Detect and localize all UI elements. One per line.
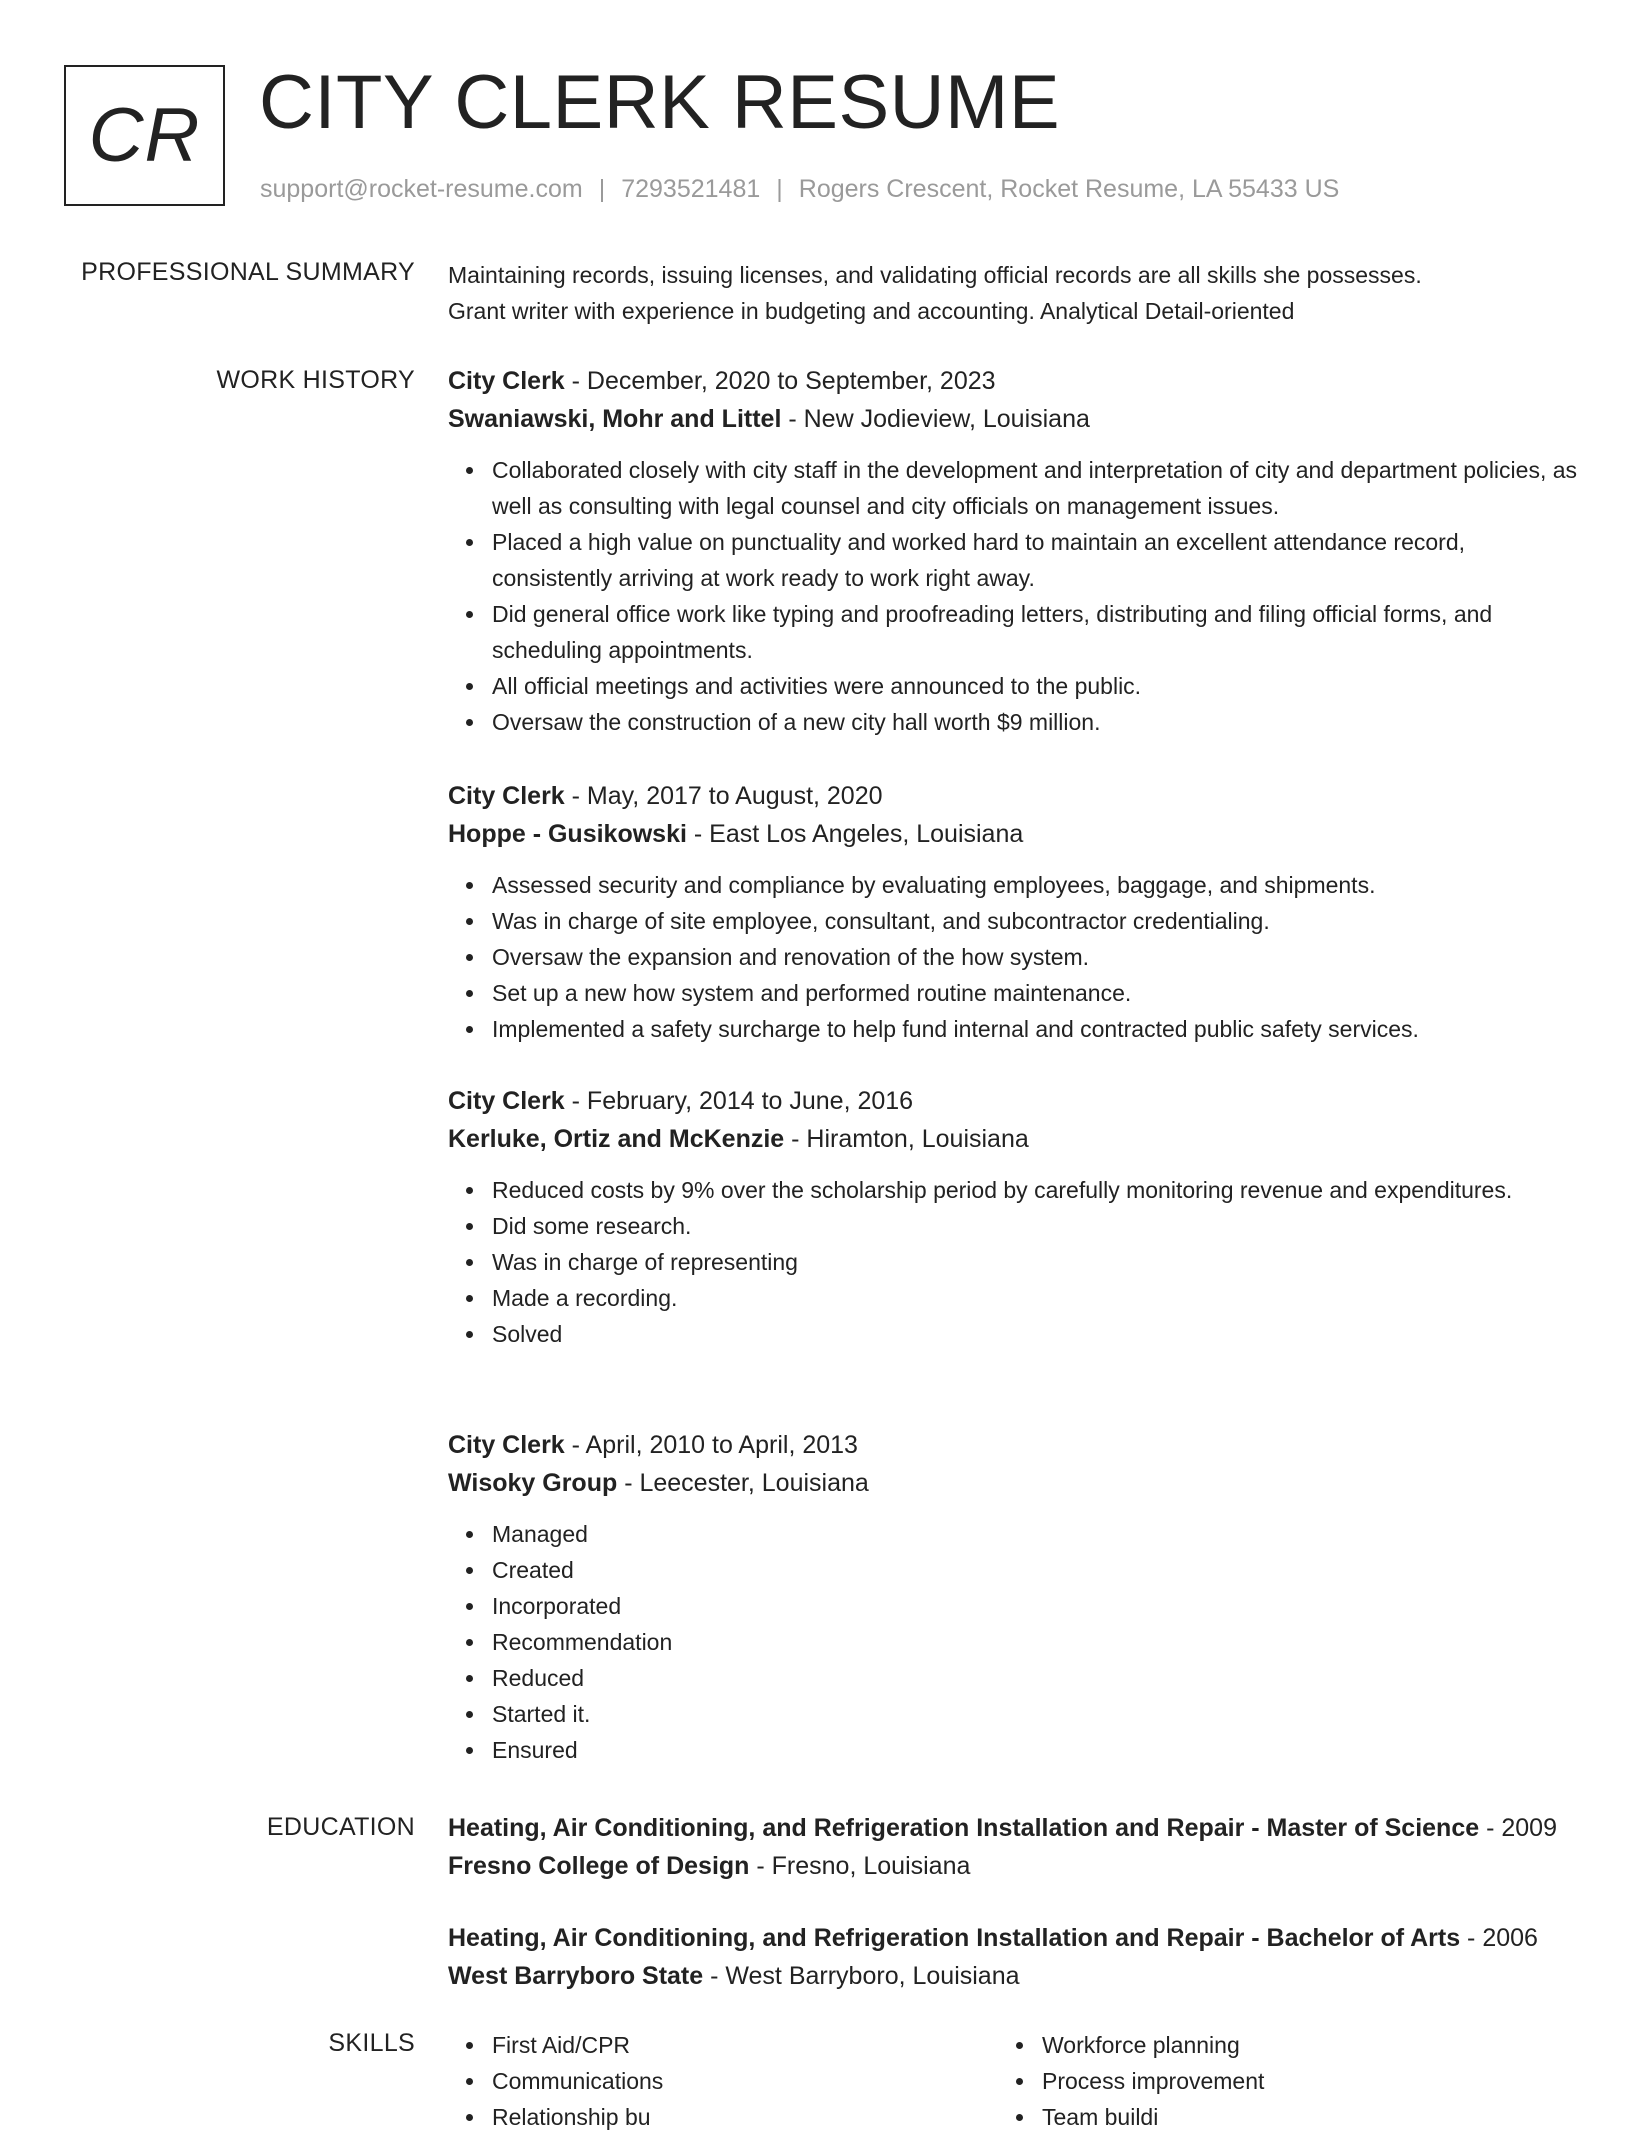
job-entry xyxy=(448,362,1578,740)
list-item: Recommendation xyxy=(492,1624,1578,1660)
job-title-line xyxy=(448,362,1578,400)
job-title: City Clerk xyxy=(448,1087,565,1115)
education-heading: EDUCATION xyxy=(266,1813,415,1841)
list-item: Ensured xyxy=(492,1732,1578,1768)
education-school: Fresno College of Design xyxy=(448,1852,750,1880)
education-degree-line xyxy=(448,1809,1598,1847)
contact-phone: 7293521481 xyxy=(621,175,761,203)
job-company: Wisoky Group xyxy=(448,1469,618,1497)
education-degree-line xyxy=(448,1919,1598,1957)
list-item: Placed a high value on punctuality and worked hard to maintain an excellent attendance record, consistently arriving at work ready to work right away. xyxy=(492,524,1578,596)
job-company-line xyxy=(448,815,1578,853)
summary-heading: PROFESSIONAL SUMMARY xyxy=(81,258,415,286)
resume-header xyxy=(64,60,1564,215)
job-title: City Clerk xyxy=(448,1431,565,1459)
job-bullets xyxy=(448,452,1578,740)
education-year: - 2006 xyxy=(1460,1924,1538,1952)
list-item: Relationship bu xyxy=(492,2099,663,2135)
skills-heading: SKILLS xyxy=(328,2029,415,2057)
education-entry xyxy=(448,1919,1598,1995)
list-item: Assessed security and compliance by evaluating employees, baggage, and shipments. xyxy=(492,867,1578,903)
list-item: Workforce planning xyxy=(1042,2027,1264,2063)
job-dates: - May, 2017 to August, 2020 xyxy=(564,782,883,810)
education-location: - West Barryboro, Louisiana xyxy=(703,1962,1020,1990)
contact-separator: | xyxy=(776,175,783,203)
job-company: Kerluke, Ortiz and McKenzie xyxy=(448,1125,785,1153)
job-location: - New Jodieview, Louisiana xyxy=(781,405,1090,433)
list-item: Started it. xyxy=(492,1696,1578,1732)
list-item: Created xyxy=(492,1552,1578,1588)
list-item: Oversaw the expansion and renovation of the how system. xyxy=(492,939,1578,975)
list-item: Managed xyxy=(492,1516,1578,1552)
education-degree: Heating, Air Conditioning, and Refrigeration Installation and Repair - Master of Science xyxy=(448,1814,1480,1842)
list-item: Made a recording. xyxy=(492,1280,1578,1316)
list-item: Reduced costs by 9% over the scholarship period by carefully monitoring revenue and expenditures. xyxy=(492,1172,1578,1208)
list-item: Was in charge of representing xyxy=(492,1244,1578,1280)
list-item: Set up a new how system and performed routine maintenance. xyxy=(492,975,1578,1011)
summary-body xyxy=(448,257,1578,329)
list-item: Process improvement xyxy=(1042,2063,1264,2099)
job-location: - East Los Angeles, Louisiana xyxy=(686,820,1024,848)
summary-text-2: Grant writer with experience in budgeting and accounting. Analytical Detail-oriented xyxy=(448,298,1295,324)
list-item: Reduced xyxy=(492,1660,1578,1696)
job-title-line xyxy=(448,1426,1578,1464)
list-item: Communications xyxy=(492,2063,663,2099)
education-school-line xyxy=(448,1847,1598,1885)
job-title: City Clerk xyxy=(448,782,565,810)
list-item: Incorporated xyxy=(492,1588,1578,1624)
education-year: - 2009 xyxy=(1479,1814,1557,1842)
education-location: - Fresno, Louisiana xyxy=(749,1852,971,1880)
list-item: Did some research. xyxy=(492,1208,1578,1244)
job-company-line xyxy=(448,1120,1578,1158)
job-company-line xyxy=(448,1464,1578,1502)
summary-line xyxy=(448,257,1578,329)
list-item: Was in charge of site employee, consultant, and subcontractor credentialing. xyxy=(492,903,1578,939)
job-entry xyxy=(448,1426,1578,1768)
list-item: Team buildi xyxy=(1042,2099,1264,2135)
page-title: CITY CLERK RESUME xyxy=(259,60,1061,145)
job-entry xyxy=(448,1082,1578,1352)
job-title-line xyxy=(448,777,1578,815)
list-item: Collaborated closely with city staff in the development and interpretation of city and department policies, as well as consulting with legal counsel and city officials on management issues. xyxy=(492,452,1578,524)
job-title-line xyxy=(448,1082,1578,1120)
job-location: - Hiramton, Louisiana xyxy=(784,1125,1029,1153)
skills-list-left xyxy=(448,2027,663,2135)
job-dates: - February, 2014 to June, 2016 xyxy=(564,1087,914,1115)
job-entry xyxy=(448,777,1578,1047)
work-history-heading: WORK HISTORY xyxy=(216,366,415,394)
job-title: City Clerk xyxy=(448,367,565,395)
contact-separator: | xyxy=(598,175,606,203)
list-item: Did general office work like typing and proofreading letters, distributing and filing official forms, and scheduling appointments. xyxy=(492,596,1578,668)
job-location: - Leecester, Louisiana xyxy=(617,1469,869,1497)
education-school-line xyxy=(448,1957,1598,1995)
contact-address: Rogers Crescent, Rocket Resume, LA 55433 US xyxy=(798,175,1340,203)
contact-email: support@rocket-resume.com xyxy=(260,175,583,203)
list-item: Solved xyxy=(492,1316,1578,1352)
job-bullets xyxy=(448,1516,1578,1768)
list-item: First Aid/CPR xyxy=(492,2027,663,2063)
job-company-line xyxy=(448,400,1578,438)
list-item: Implemented a safety surcharge to help fund internal and contracted public safety services. xyxy=(492,1011,1578,1047)
job-dates: - April, 2010 to April, 2013 xyxy=(564,1431,858,1459)
contact-line xyxy=(260,175,1339,204)
education-degree: Heating, Air Conditioning, and Refrigeration Installation and Repair - Bachelor of Arts xyxy=(448,1924,1461,1952)
job-company: Swaniawski, Mohr and Littel xyxy=(448,405,782,433)
job-company: Hoppe - Gusikowski xyxy=(448,820,687,848)
summary-text-1: Maintaining records, issuing licenses, and validating official records are all skills she possesses. xyxy=(448,262,1422,288)
education-school: West Barryboro State xyxy=(448,1962,704,1990)
list-item: All official meetings and activities were announced to the public. xyxy=(492,668,1578,704)
job-bullets xyxy=(448,1172,1578,1352)
job-dates: - December, 2020 to September, 2023 xyxy=(564,367,996,395)
list-item: Oversaw the construction of a new city hall worth $9 million. xyxy=(492,704,1578,740)
job-bullets xyxy=(448,867,1578,1047)
monogram-logo: CR xyxy=(64,65,225,206)
education-entry xyxy=(448,1809,1598,1885)
skills-list-right xyxy=(998,2027,1264,2135)
